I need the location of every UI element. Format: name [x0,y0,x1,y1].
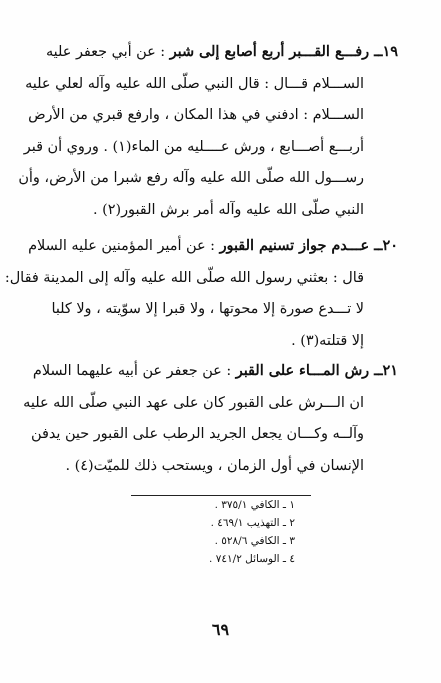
entry-20-line-4: إلا قتلته(٣) . [291,332,364,349]
entry-20-line-1-text: : عن أمير المؤمنين عليه السلام [28,238,220,254]
entry-20 [4,230,398,357]
entry-21-heading: ٢١ــ رش المـــاء على القبر [235,362,398,379]
entry-21 [23,355,398,482]
entry-21-line-4: الإنسان في أول الزمان ، ويستحب ذلك للميّت(٤) . [65,457,364,474]
entry-20-heading: ٢٠ــ عـــدم جواز تسنيم القبور [219,237,398,254]
entry-20-line-1 [28,230,398,263]
footnote-2: ٢ ـ التهذيب ٤٦٩/١ . [210,517,295,529]
entry-19-line-4: أربـــع أصـــابع ، ورش عــــليه من الماء(١) . وروي أن قبر [23,138,364,155]
entry-20-line-3: لا تـــدع صورة إلا محوتها ، ولا قبرا إلا سوّيته ، ولا كلبا [51,301,364,317]
footnote-1: ١ ـ الكافي ٣٧٥/١ . [214,499,295,511]
entry-19-heading: ١٩ــ رفـــع القـــبر أربع أصابع إلى شبر [169,43,398,60]
entry-20-line-2: قال : بعثني رسول الله صلّى الله عليه وآله إلى المدينة فقال: [4,269,364,286]
entry-21-line-1-text: : عن جعفر عن أبيه عليهما السلام [32,363,236,379]
entry-19-line-3: الســـلام : ادفني في هذا المكان ، وارفع قبري من الأرض [28,107,364,123]
entry-19-line-2: الســـلام قـــال : قال النبي صلّى الله عليه وآله لعلي عليه [25,75,364,92]
entry-19-line-5: رســـول الله صلّى الله عليه وآله رفع شبرا من الأرض، وأن [18,170,364,186]
entry-21-line-3: وآلــه وكـــان يجعل الجريد الرطب على القبور حين يدفن [30,426,364,442]
entry-19-line-1-text: : عن أبي جعفر عليه [45,44,170,60]
footnote-4: ٤ ـ الوسائل ٧٤١/٢ . [209,553,295,565]
entry-19-line-1 [45,36,398,69]
footnote-3: ٣ ـ الكافي ٥٢٨/٦ . [214,535,295,547]
entry-19-line-6: النبي صلّى الله عليه وآله أمر برش القبور(٢) . [92,201,364,218]
entry-21-line-1 [32,355,398,388]
entry-21-line-2: ان الـــرش على القبور كان على عهد النبي صلّى الله عليه [23,394,364,411]
entry-19 [18,36,398,226]
footnotes [131,495,311,568]
page-number: ٦٩ [211,620,230,639]
